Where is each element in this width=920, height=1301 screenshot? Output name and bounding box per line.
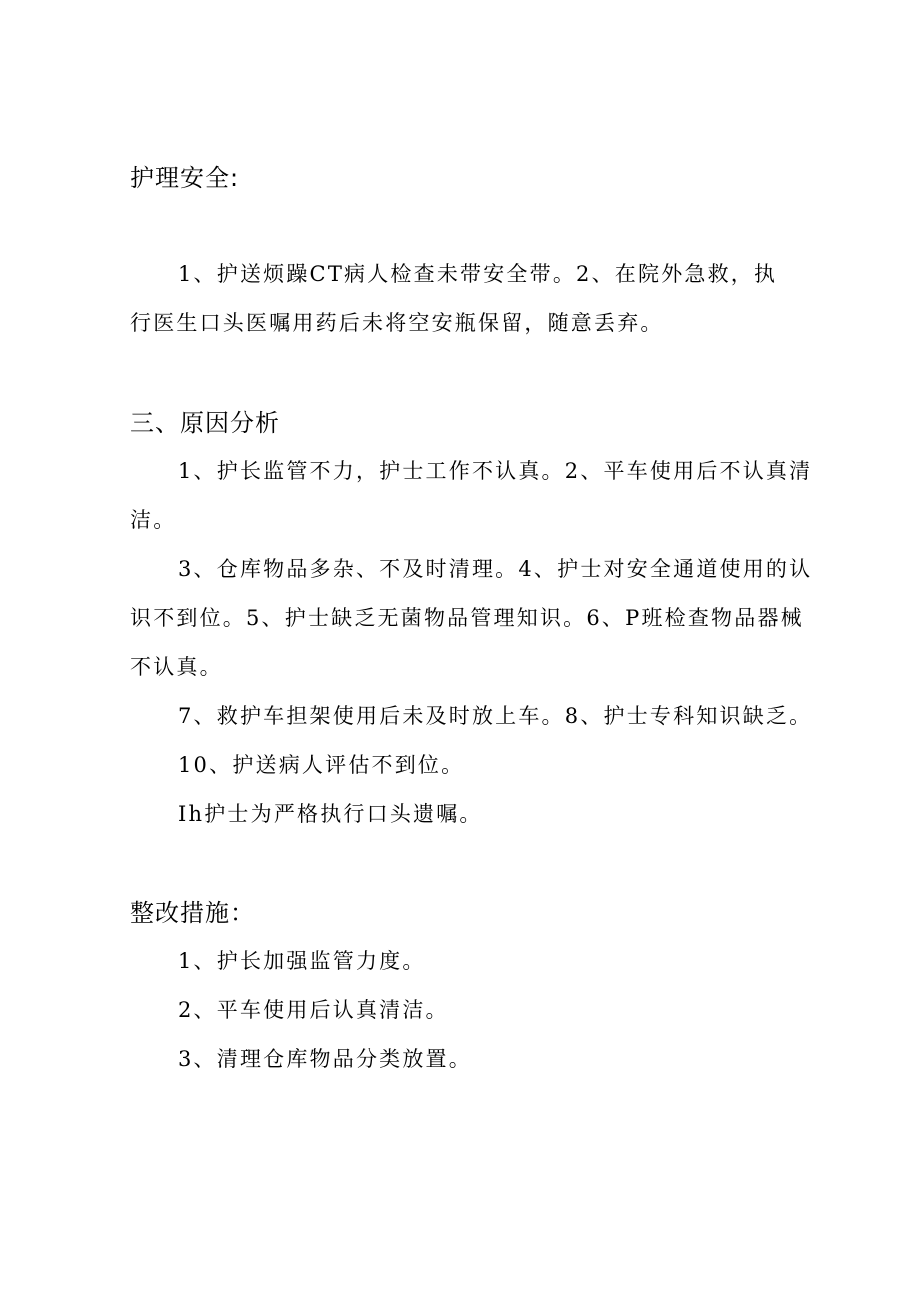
paragraph-line: 1、护长加强监管力度。 — [178, 949, 426, 973]
paragraph-line: 2、平车使用后认真清洁。 — [178, 998, 449, 1022]
paragraph-line: 行医生口头医嘱用药后未将空安瓶保留，随意丢弃。 — [130, 311, 664, 335]
section-heading-nursing-safety: 护理安全: — [130, 164, 240, 192]
paragraph-line: 10、护送病人评估不到位。 — [178, 753, 465, 777]
paragraph-line: 3、清理仓库物品分类放置。 — [178, 1047, 472, 1071]
paragraph-line: 1、护长监管不力，护士工作不认真。2、平车使用后不认真清 — [178, 459, 813, 483]
paragraph-line: 7、救护车担架使用后未及时放上车。8、护士专科知识缺乏。 — [178, 704, 813, 728]
paragraph-line: Ih护士为严格执行口头遗嘱。 — [178, 802, 483, 826]
section-heading-corrective-measures: 整改措施： — [130, 899, 255, 927]
paragraph-line: 识不到位。5、护士缺乏无菌物品管理知识。6、P班检查物品器械 — [130, 606, 804, 630]
section-heading-cause-analysis: 三、原因分析 — [130, 409, 280, 437]
paragraph-line: 不认真。 — [130, 655, 223, 679]
paragraph-line: 洁。 — [130, 508, 177, 532]
paragraph-line: 3、仓库物品多杂、不及时清理。4、护士对安全通道使用的认 — [178, 557, 813, 581]
paragraph-line: 1、护送烦躁CT病人检查未带安全带。2、在院外急救，执 — [178, 262, 778, 286]
